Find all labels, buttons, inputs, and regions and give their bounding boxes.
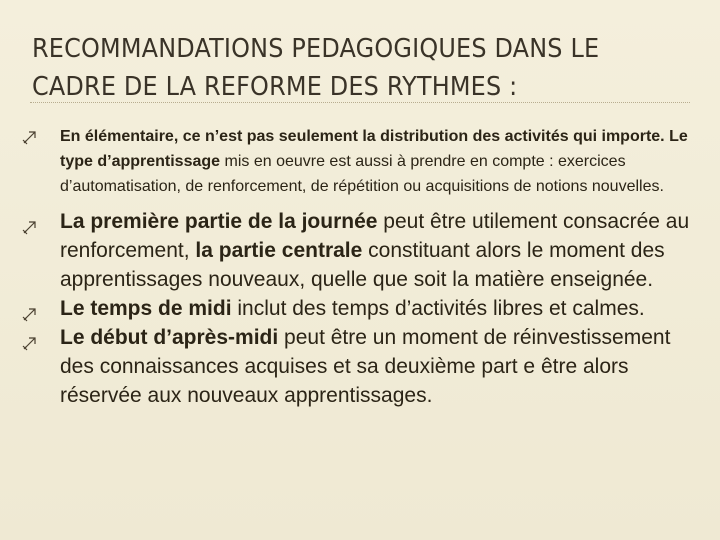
title-divider — [30, 102, 690, 103]
title-line-1: RECOMMANDATIONS PEDAGOGIQUES DANS LE — [32, 34, 600, 64]
hollow-arrow-icon — [22, 214, 38, 230]
bullet-3-seg-1: Le temps de midi — [60, 297, 232, 320]
bullet-2-seg-1: La première partie de la journée — [60, 210, 378, 233]
bullet-2-seg-3: la partie centrale — [195, 239, 363, 262]
bullet-list — [22, 124, 702, 410]
hollow-arrow-icon — [22, 128, 38, 144]
title-line-2: CADRE DE LA REFORME DES RYTHMES : — [32, 72, 518, 102]
hollow-arrow-icon — [22, 301, 38, 317]
hollow-arrow-icon — [22, 330, 38, 346]
bullet-4-seg-2: peut être un moment de réinvestissement des connaissances acquises et sa deuxième part e être alors réservée aux nouveaux apprentissages. — [60, 326, 671, 407]
bullet-item-4 — [22, 323, 702, 410]
bullet-item-2 — [22, 207, 702, 294]
bullet-item-1 — [22, 124, 702, 199]
bullet-3-seg-2: inclut des temps d’activités libres et calmes. — [231, 297, 645, 320]
slide-title — [32, 30, 648, 106]
bullet-1-seg-2: mis en oeuvre est aussi à prendre en compte : exercices d’automatisation, de renforcement, de répétition ou acquisitions de notions nouvelles. — [60, 153, 664, 195]
bullet-4-seg-1: Le début d’après-midi — [60, 326, 279, 349]
bullet-1-seg-1: En élémentaire, ce n’est pas seulement la distribution des activités qui importe. Le type d’apprentissage — [60, 128, 688, 170]
bullet-item-3 — [22, 294, 702, 323]
bullet-2-seg-2: peut être utilement consacrée au renforcement, — [60, 210, 690, 262]
bullet-2-seg-4: constituant alors le moment des apprentissages nouveaux, quelle que soit la matière enseignée. — [60, 239, 665, 291]
